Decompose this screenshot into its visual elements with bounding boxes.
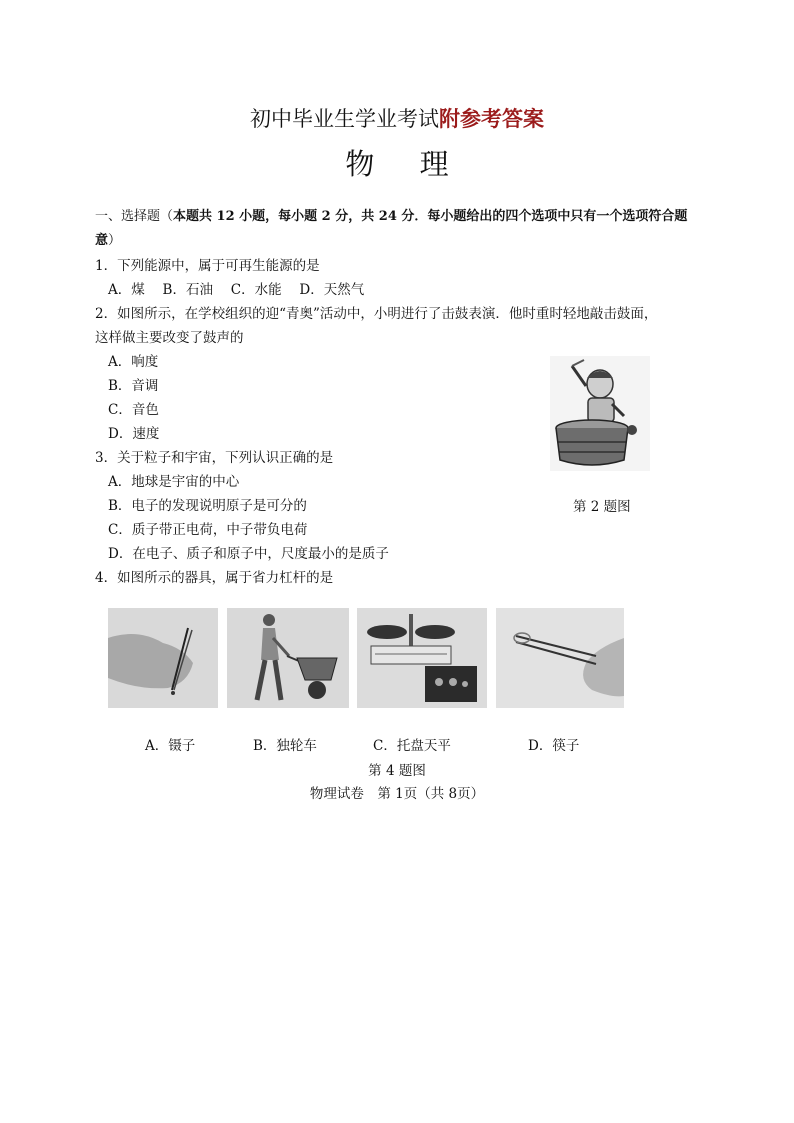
q4-caption-c: C．托盘天平 bbox=[373, 738, 451, 754]
subject-title: 物 理 bbox=[345, 147, 467, 181]
section-heading bbox=[95, 205, 705, 253]
q3-option-b: B．电子的发现说明原子是可分的 bbox=[108, 498, 307, 514]
q2-option-b: B．音调 bbox=[108, 378, 159, 394]
figure-2-caption: 第 2 题图 bbox=[573, 499, 631, 515]
q3-option-a: A．地球是宇宙的中心 bbox=[108, 474, 240, 490]
q4-caption-d: D．筷子 bbox=[528, 738, 580, 754]
drummer-figure bbox=[550, 356, 650, 471]
exam-title-answers: 附参考答案 bbox=[439, 106, 544, 131]
q2-option-a: A．响度 bbox=[108, 354, 159, 370]
balance-photo bbox=[357, 608, 487, 708]
figure-4-caption: 第 4 题图 bbox=[368, 763, 426, 779]
chopsticks-photo bbox=[496, 608, 624, 708]
wheelbarrow-photo bbox=[227, 608, 349, 708]
q2-stem-line2: 这样做主要改变了鼓声的 bbox=[95, 330, 244, 346]
section-heading-suffix: ） bbox=[108, 233, 122, 248]
exam-title bbox=[0, 103, 794, 133]
exam-title-main: 初中毕业生学业考试 bbox=[250, 107, 439, 131]
q3-option-c: C．质子带正电荷，中子带负电荷 bbox=[108, 522, 308, 538]
q1-options: A．煤 B．石油 C．水能 D．天然气 bbox=[108, 282, 365, 298]
q2-stem-line1: 2．如图所示，在学校组织的迎“青奥”活动中，小明进行了击鼓表演．他时重时轻地敲击鼓面， bbox=[95, 306, 658, 322]
q2-option-d: D．速度 bbox=[108, 426, 160, 442]
section-heading-rules: 本题共 12 小题，每小题 2 分，共 24 分．每小题给出的四个选项中只有一个选项符合题意 bbox=[95, 209, 688, 248]
q3-stem: 3．关于粒子和宇宙，下列认识正确的是 bbox=[95, 450, 334, 466]
q3-option-d: D．在电子、质子和原子中，尺度最小的是质子 bbox=[108, 546, 389, 562]
q2-option-c: C．音色 bbox=[108, 402, 159, 418]
q4-stem: 4．如图所示的器具，属于省力杠杆的是 bbox=[95, 570, 334, 586]
tweezers-photo bbox=[108, 608, 218, 708]
q4-caption-b: B．独轮车 bbox=[253, 738, 317, 754]
section-heading-prefix: 一、选择题（ bbox=[95, 209, 174, 224]
q4-caption-a: A．镊子 bbox=[145, 738, 196, 754]
page-footer: 物理试卷 第 1页（共 8页） bbox=[309, 786, 485, 802]
q1-stem: 1．下列能源中，属于可再生能源的是 bbox=[95, 258, 320, 274]
